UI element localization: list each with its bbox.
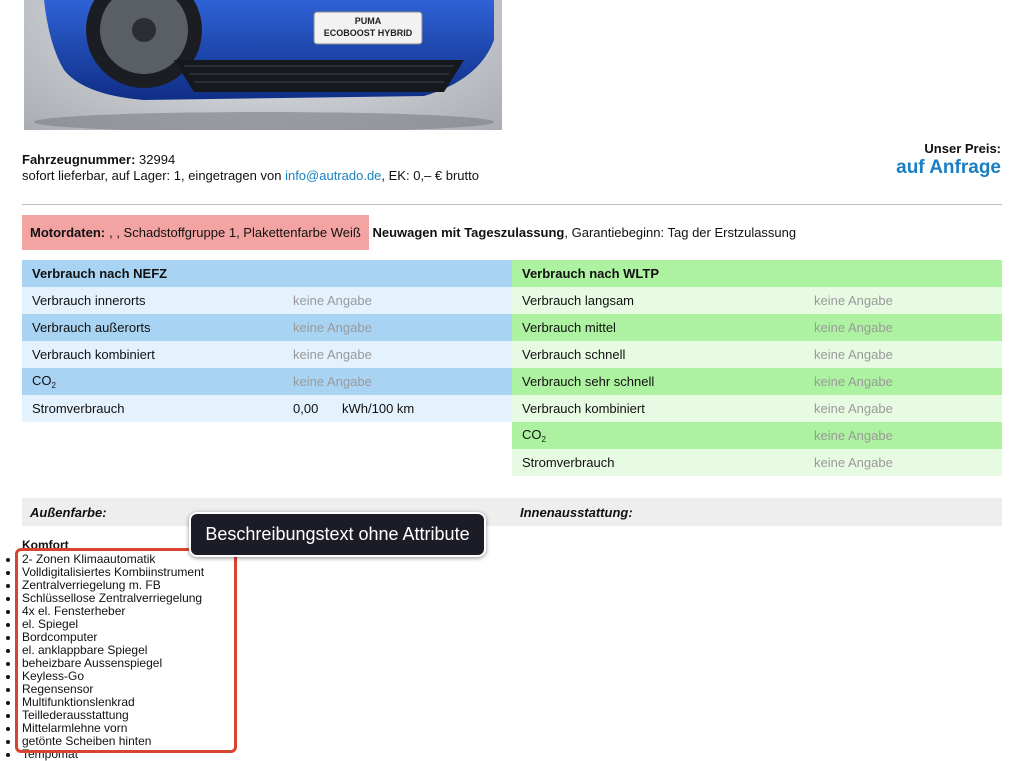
divider <box>22 204 1002 205</box>
row-value: keine Angabe <box>814 374 893 389</box>
row-label: Verbrauch innerorts <box>32 293 146 308</box>
table-row <box>512 449 1002 476</box>
plate-line-1: PUMA <box>354 16 382 26</box>
table-row <box>512 287 1002 314</box>
list-item: 2- Zonen Klimaautomatik <box>22 553 204 566</box>
list-item: Schlüssellose Zentralverriegelung <box>22 591 203 605</box>
annotation-tooltip: Beschreibungstext ohne Attribute <box>189 512 486 557</box>
price-box <box>896 141 1001 179</box>
row-unit: kWh/100 km <box>342 401 415 416</box>
nefz-table-header <box>22 260 512 287</box>
row-value: keine Angabe <box>293 347 372 362</box>
row-label <box>512 427 546 444</box>
wltp-table-header <box>512 260 1002 287</box>
exterior-color-label: Außenfarbe: <box>30 504 107 520</box>
row-label: Verbrauch kombiniert <box>522 401 645 416</box>
table-row <box>512 314 1002 341</box>
vehicle-number: 32994 <box>139 152 176 167</box>
co2-label: CO <box>522 427 542 442</box>
row-label: Verbrauch kombiniert <box>32 347 155 362</box>
list-item: Zentralverriegelung m. FB <box>22 579 204 592</box>
table-row <box>512 422 1002 449</box>
row-value: keine Angabe <box>293 320 372 335</box>
registration-info <box>369 225 796 240</box>
vehicle-info <box>22 152 479 184</box>
row-label: Verbrauch mittel <box>522 320 616 335</box>
row-value: keine Angabe <box>293 374 372 389</box>
motor-data-badge <box>22 215 369 250</box>
warranty-text: , Garantiebeginn: Tag der Erstzulassung <box>564 225 797 240</box>
motor-data-label: Motordaten: <box>30 225 106 240</box>
colors-bar <box>22 498 1002 526</box>
list-item: Teillederausstattung <box>22 709 204 722</box>
description-highlight-box <box>15 548 237 753</box>
vehicle-photo[interactable] <box>24 0 502 130</box>
availability-line <box>22 168 479 184</box>
co2-label: CO <box>32 373 52 388</box>
vehicle-number-label: Fahrzeugnummer: <box>22 152 136 167</box>
car-image-graphic <box>24 0 502 130</box>
co2-subscript: 2 <box>541 435 546 444</box>
plate-line-2: ECOBOOST HYBRID <box>323 28 413 38</box>
row-value: keine Angabe <box>814 347 893 362</box>
row-label <box>22 373 56 390</box>
co2-subscript: 2 <box>51 381 56 390</box>
price-label: Unser Preis: <box>924 141 1001 156</box>
table-row <box>22 368 512 395</box>
email-link[interactable]: info@autrado.de <box>285 168 382 183</box>
list-item: 4x el. Fensterheber <box>22 605 204 618</box>
row-value: keine Angabe <box>814 293 893 308</box>
list-item: el. anklappbare Spiegel <box>22 644 204 657</box>
vehicle-number-line <box>22 152 479 168</box>
purchase-price-text: , EK: 0,– € brutto <box>381 168 479 183</box>
row-label: Stromverbrauch <box>522 455 615 470</box>
list-item: Tempomat <box>22 748 204 761</box>
list-item: beheizbare Aussenspiegel <box>22 657 204 670</box>
wltp-title: Verbrauch nach WLTP <box>522 266 660 281</box>
list-item: Bordcomputer <box>22 631 204 644</box>
row-value: keine Angabe <box>814 428 893 443</box>
table-row <box>22 287 512 314</box>
table-row <box>512 395 1002 422</box>
table-row <box>22 395 512 422</box>
row-value: keine Angabe <box>293 293 372 308</box>
list-item: el. Spiegel <box>22 618 204 631</box>
row-label: Verbrauch langsam <box>522 293 635 308</box>
row-label: Verbrauch sehr schnell <box>522 374 655 389</box>
availability-text: sofort lieferbar, auf Lager: 1, eingetragen von <box>22 168 282 183</box>
row-value: 0,00 <box>293 401 319 416</box>
motor-data-row <box>22 215 796 250</box>
row-label: Stromverbrauch <box>32 401 125 416</box>
nefz-title: Verbrauch nach NEFZ <box>32 266 168 281</box>
nefz-consumption-table <box>22 260 512 422</box>
row-label: Verbrauch schnell <box>522 347 626 362</box>
row-value: keine Angabe <box>814 455 893 470</box>
table-row <box>512 341 1002 368</box>
list-item: Mittelarmlehne vorn <box>22 722 204 735</box>
list-item: getönte Scheiben hinten <box>22 735 204 748</box>
row-value: keine Angabe <box>814 320 893 335</box>
table-row <box>22 341 512 368</box>
list-item: Keyless-Go <box>22 670 204 683</box>
list-item: Regensensor <box>22 683 204 696</box>
komfort-title: Komfort <box>22 538 69 552</box>
wltp-consumption-table <box>512 260 1002 476</box>
interior-label: Innenausstattung: <box>520 504 633 520</box>
table-row <box>512 368 1002 395</box>
row-label: Verbrauch außerorts <box>32 320 151 335</box>
table-row <box>22 314 512 341</box>
list-item: Volldigitalisiertes Kombiinstrument <box>22 565 205 579</box>
list-item: Multifunktionslenkrad <box>22 696 204 709</box>
registration-type: Neuwagen mit Tageszulassung <box>372 225 565 240</box>
row-value: keine Angabe <box>814 401 893 416</box>
motor-data-text: , , Schadstoffgruppe 1, Plakettenfarbe Weiß <box>109 225 361 240</box>
price-value: auf Anfrage <box>896 157 1001 178</box>
